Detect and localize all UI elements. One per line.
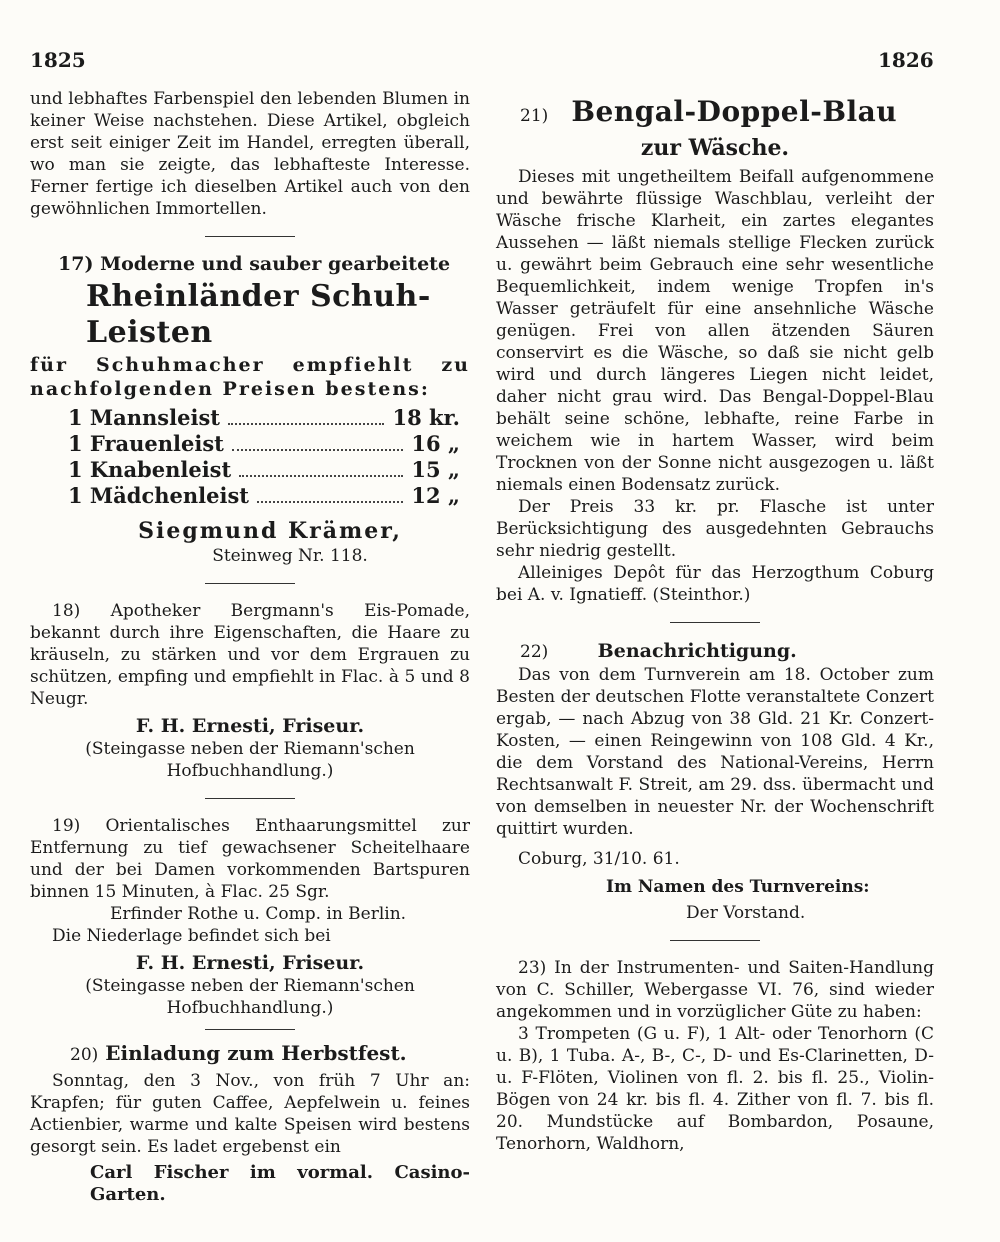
right-column bbox=[496, 88, 934, 1155]
divider bbox=[205, 236, 295, 237]
advert-depot: Alleiniges Depôt für das Herzogthum Coburg bei A. v. Ignatieff. (Steinthor.) bbox=[496, 563, 934, 605]
advert-23 bbox=[496, 957, 934, 1155]
divider bbox=[670, 622, 760, 623]
page-number-right: 1826 bbox=[878, 48, 934, 72]
advert-text: Orientalisches Enthaarungsmittel zur Entfernung zu tief gewachsener Scheitelhaare und der bei Damen vorkommenden Bartspuren binnen 15 Minuten, à Flac. 25 Sgr. bbox=[30, 816, 470, 902]
advert-18 bbox=[30, 600, 470, 782]
price-value: 18 kr. bbox=[392, 405, 460, 430]
left-column bbox=[30, 88, 470, 1206]
advert-signature: F. H. Ernesti, Friseur. bbox=[135, 952, 365, 974]
price-item: 1 Knabenleist bbox=[68, 457, 232, 482]
price-item: 1 Mannsleist bbox=[68, 405, 220, 430]
advert-price: Der Preis 33 kr. pr. Flasche ist unter Berücksichtigung des ausgedehnten Gebrauchs sehr niedrig gestellt. bbox=[496, 497, 934, 561]
advert-address: (Steingasse neben der Riemann'schen Hofbuchhandlung.) bbox=[85, 739, 415, 781]
advert-depot: Die Niederlage befindet sich bei bbox=[52, 926, 331, 946]
advert-number: 19) bbox=[52, 816, 81, 836]
advert-address: (Steingasse neben der Riemann'schen Hofbuchhandlung.) bbox=[85, 976, 415, 1018]
advert-text: In der Instrumenten- und Saiten-Handlung von C. Schiller, Webergasse VI. 76, sind wieder angekommen und in vorzüglicher Güte zu haben: bbox=[496, 958, 935, 1022]
advert-address: Steinweg Nr. 118. bbox=[212, 546, 368, 566]
price-item: 1 Mädchenleist bbox=[68, 483, 249, 508]
advert-number: 22) bbox=[520, 642, 549, 662]
advert-22 bbox=[496, 639, 934, 924]
advert-number: 21) bbox=[520, 106, 549, 126]
advert-number: 20) bbox=[70, 1045, 99, 1065]
advert-21 bbox=[496, 94, 934, 606]
advert-title: Einladung zum Herbstfest. bbox=[105, 1041, 407, 1065]
advert-17 bbox=[30, 253, 470, 567]
advert-signature: Der Vorstand. bbox=[686, 903, 806, 923]
advert-subtitle: für Schuhmacher empfiehlt zu nachfolgenden Preisen bestens: bbox=[30, 354, 470, 400]
advert-items: 3 Trompeten (G u. F), 1 Alt- oder Tenorhorn (C u. B), 1 Tuba. A-, B-, C-, D- und Es-Clarinetten, D- u. F-Flöten, Violinen von fl. 2. bis fl. 25., Violin-Bögen von 24 kr. bis fl. 4. Zither von fl. 7. bis fl. 20. Mundstücke auf Bombardon, Posaune, Tenorhorn, Waldhorn, bbox=[496, 1024, 934, 1154]
advert-text: Sonntag, den 3 Nov., von früh 7 Uhr an: Krapfen; für guten Caffee, Aepfelwein u. feines Actienbier, warme und kalte Speisen wird bestens gesorgt sein. Es ladet ergebenst ein bbox=[30, 1071, 470, 1157]
advert-inventor: Erfinder Rothe u. Comp. in Berlin. bbox=[110, 904, 407, 924]
advert-date: Coburg, 31/10. 61. bbox=[518, 849, 680, 869]
price-item: 1 Frauenleist bbox=[68, 431, 224, 456]
advert-number: 18) bbox=[52, 601, 81, 621]
divider bbox=[205, 1029, 295, 1030]
divider bbox=[205, 798, 295, 799]
advert-text: Dieses mit ungetheiltem Beifall aufgenommene und bewährte flüssige Waschblau, verleiht der Wäsche frische Klarheit, ein zartes elegantes Aussehen — läßt niemals stellige Flecken zurück u. gewährt beim Gebrauch eine sehr wesentliche Bequemlichkeit, indem wenige Tropfen in's Wasser geträufelt für eine ansehnliche Wäsche genügen. Frei von allen ätzenden Säuren conservirt es die Wäsche, so daß sie nicht gelb wird und durch längeres Liegen nicht leidet, daher nicht grau wird. Das Bengal-Doppel-Blau behält seine schöne, lebhafte, reine Farbe in weichem wie in hartem Wasser, wird beim Trocknen von der Sonne nicht ausgezogen u. läßt niemals einen Bodensatz zurück. bbox=[496, 167, 934, 495]
advert-heading: Moderne und sauber gearbeitete bbox=[100, 253, 451, 275]
advert-title: Bengal-Doppel-Blau bbox=[571, 95, 898, 128]
price-row bbox=[68, 483, 460, 509]
advert-signature: Carl Fischer im vormal. Casino-Garten. bbox=[90, 1162, 470, 1205]
advert-19 bbox=[30, 815, 470, 1019]
advert-number: 17) bbox=[58, 253, 94, 275]
divider bbox=[205, 583, 295, 584]
advert-signature: Siegmund Krämer, bbox=[138, 518, 402, 544]
advert-closing: Im Namen des Turnvereins: bbox=[606, 877, 870, 897]
price-row bbox=[68, 457, 460, 483]
page-number-left: 1825 bbox=[30, 48, 86, 72]
price-value: 15 „ bbox=[411, 457, 460, 482]
advert-number: 23) bbox=[518, 958, 547, 978]
advert-subtitle: zur Wäsche. bbox=[640, 135, 790, 161]
price-row bbox=[68, 405, 460, 431]
price-list bbox=[68, 405, 470, 509]
price-row bbox=[68, 431, 460, 457]
advert-signature: F. H. Ernesti, Friseur. bbox=[135, 715, 365, 737]
advert-text: Apotheker Bergmann's Eis-Pomade, bekannt durch ihre Eigenschaften, die Haare zu kräuseln, zu stärken und vor dem Ergrauen zu schützen, empfing und empfiehlt in Flac. à 5 und 8 Neugr. bbox=[30, 601, 471, 709]
price-value: 16 „ bbox=[411, 431, 460, 456]
advert-title: Benachrichtigung. bbox=[597, 640, 797, 662]
continuation-text: und lebhaftes Farbenspiel den lebenden Blumen in keiner Weise nachstehen. Diese Artikel, obgleich erst seit einiger Zeit im Handel, erregten überall, wo man sie zeigte, das lebhafteste Interesse. Ferner fertige ich dieselben Artikel auch von den gewöhnlichen Immortellen. bbox=[30, 89, 470, 219]
price-value: 12 „ bbox=[411, 483, 460, 508]
advert-text: Das von dem Turnverein am 18. October zum Besten der deutschen Flotte veranstaltete Conzert ergab, — nach Abzug von 38 Gld. 21 Kr. Conzert-Kosten, — einen Reingewinn von 108 Gld. 4 Kr., die dem Vorstand des National-Vereins, Herrn Rechtsanwalt F. Streit, am 29. dss. übermacht und von demselben in neuester Nr. der Wochenschrift quittirt wurden. bbox=[496, 665, 934, 839]
divider bbox=[670, 940, 760, 941]
advert-20 bbox=[30, 1040, 470, 1206]
advert-title: Rheinländer Schuh-Leisten bbox=[86, 279, 431, 350]
